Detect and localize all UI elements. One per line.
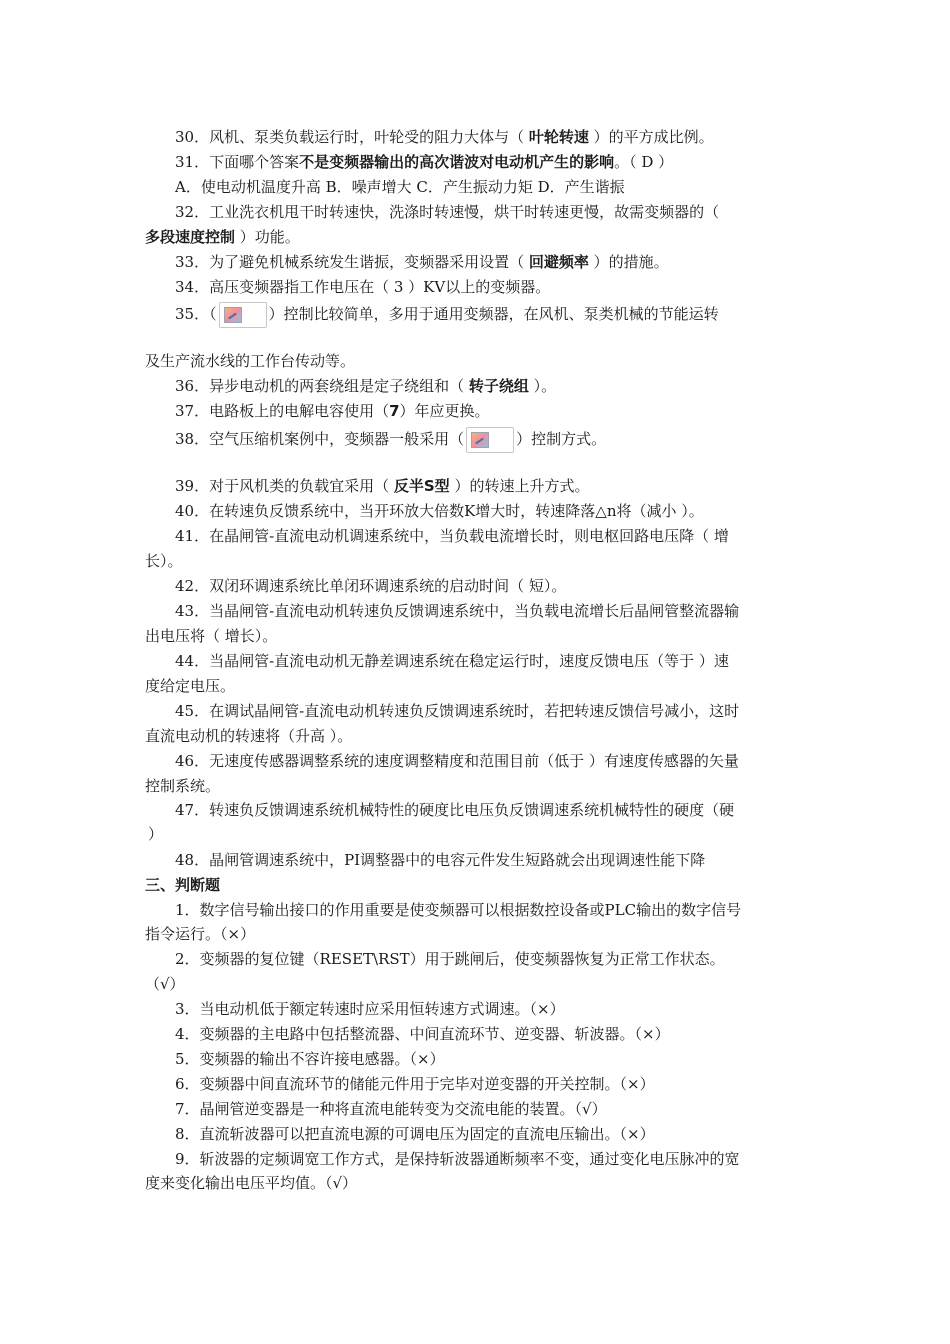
question-31: 31．下面哪个答案不是变频器输出的高次谐波对电动机产生的影响。（ D ） [175, 153, 674, 171]
judgment-1-line1: 1．数字信号输出接口的作用重要是使变频器可以根据数控设备或PLC输出的数字信号 [175, 901, 742, 919]
judgment-9-line1: 9．斩波器的定频调宽工作方式，是保持斩波器通断频率不变，通过变化电压脉冲的宽 [175, 1150, 740, 1168]
question-44-line1: 44．当晶闸管-直流电动机无静差调速系统在稳定运行时，速度反馈电压（等于 ）速 [175, 652, 729, 670]
question-45-line2: 直流电动机的转速将（升高 ）。 [145, 727, 353, 745]
question-46-line2: 控制系统。 [145, 777, 221, 795]
question-40: 40．在转速负反馈系统中，当开环放大倍数K增大时，转速降落△n将（减小 ）。 [175, 502, 704, 520]
judgment-7: 7．晶闸管逆变器是一种将直流电能转变为交流电能的装置。（√） [175, 1100, 607, 1118]
question-32-line1: 32．工业洗衣机甩干时转速快，洗涤时转速慢，烘干时转速更慢，故需变频器的（ [175, 203, 720, 221]
question-30: 30．风机、泵类负载运行时，叶轮受的阻力大体与（ 叶轮转速 ）的平方成比例。 [175, 128, 714, 146]
broken-image-icon [219, 302, 267, 328]
question-44-line2: 度给定电压。 [145, 677, 236, 695]
question-38: 38．空气压缩机案例中，变频器一般采用（ ）控制方式。 [0, 427, 950, 453]
answer-33: 回避频率 [528, 253, 589, 271]
question-31-options: A．使电动机温度升高 B．噪声增大 C．产生振动力矩 D．产生谐振 [175, 178, 625, 196]
question-35-line1: 35．（ ）控制比较简单，多用于通用变频器，在风机、泵类机械的节能运转 [0, 302, 950, 328]
answer-30: 叶轮转速 [528, 128, 589, 146]
question-37: 37．电路板上的电解电容使用（7）年应更换。 [175, 402, 490, 420]
question-43-line1: 43．当晶闸管-直流电动机转速负反馈调速系统中，当负载电流增长后晶闸管整流器输 [175, 602, 740, 620]
judgment-1-line2: 指令运行。（×） [145, 925, 256, 943]
question-39: 39．对于风机类的负载宜采用（ 反半S型 ）的转速上升方式。 [175, 477, 590, 495]
question-47-line2: ） [148, 825, 164, 843]
question-31-emphasis: 不是变频器输出的高次谐波对电动机产生的影响 [299, 153, 615, 171]
answer-36: 转子绕组 [468, 377, 529, 395]
question-43-line2: 出电压将（ 增长）。 [145, 627, 278, 645]
question-47-line1: 47．转速负反馈调速系统机械特性的硬度比电压负反馈调速系统机械特性的硬度（硬 [175, 801, 735, 819]
judgment-4: 4．变频器的主电路中包括整流器、中间直流环节、逆变器、斩波器。（×） [175, 1025, 670, 1043]
question-41-line1: 41．在晶闸管-直流电动机调速系统中，当负载电流增长时，则电枢回路电压降（ 增 [175, 527, 729, 545]
answer-32: 多段速度控制 [145, 228, 236, 246]
judgment-6: 6．变频器中间直流环节的储能元件用于完毕对逆变器的开关控制。（×） [175, 1075, 655, 1093]
judgment-2-line2: （√） [145, 975, 185, 993]
question-48: 48．晶闸管调速系统中，PI调整器中的电容元件发生短路就会出现调速性能下降 [175, 851, 706, 869]
question-46-line1: 46．无速度传感器调整系统的速度调整精度和范围目前（低于 ）有速度传感器的矢量 [175, 752, 739, 770]
question-35-line2: 及生产流水线的工作台传动等。 [145, 352, 356, 370]
broken-image-icon [466, 427, 514, 453]
judgment-3: 3．当电动机低于额定转速时应采用恒转速方式调速。（×） [175, 1000, 565, 1018]
section-heading-judgment: 三、判断题 [145, 876, 221, 894]
question-42: 42．双闭环调速系统比单闭环调速系统的启动时间（ 短）。 [175, 577, 567, 595]
question-36: 36．异步电动机的两套绕组是定子绕组和（ 转子绕组 ）。 [175, 377, 557, 395]
question-32-line2: 多段速度控制 ）功能。 [145, 228, 300, 246]
question-45-line1: 45．在调试晶闸管-直流电动机转速负反馈调速系统时，若把转速反馈信号减小，这时 [175, 702, 740, 720]
answer-37: 7 [389, 402, 400, 420]
question-34: 34．高压变频器指工作电压在（ 3 ）KV以上的变频器。 [175, 278, 551, 296]
judgment-9-line2: 度来变化输出电压平均值。（√） [145, 1174, 358, 1192]
judgment-5: 5．变频器的输出不容许接电感器。（×） [175, 1050, 445, 1068]
judgment-2-line1: 2．变频器的复位键（RESET\RST）用于跳闸后，使变频器恢复为正常工作状态。 [175, 950, 725, 968]
judgment-8: 8．直流斩波器可以把直流电源的可调电压为固定的直流电压输出。（×） [175, 1125, 655, 1143]
answer-39: 反半S型 [393, 477, 450, 495]
question-41-line2: 长）。 [145, 552, 183, 570]
question-33: 33．为了避免机械系统发生谐振，变频器采用设置（ 回避频率 ）的措施。 [175, 253, 669, 271]
